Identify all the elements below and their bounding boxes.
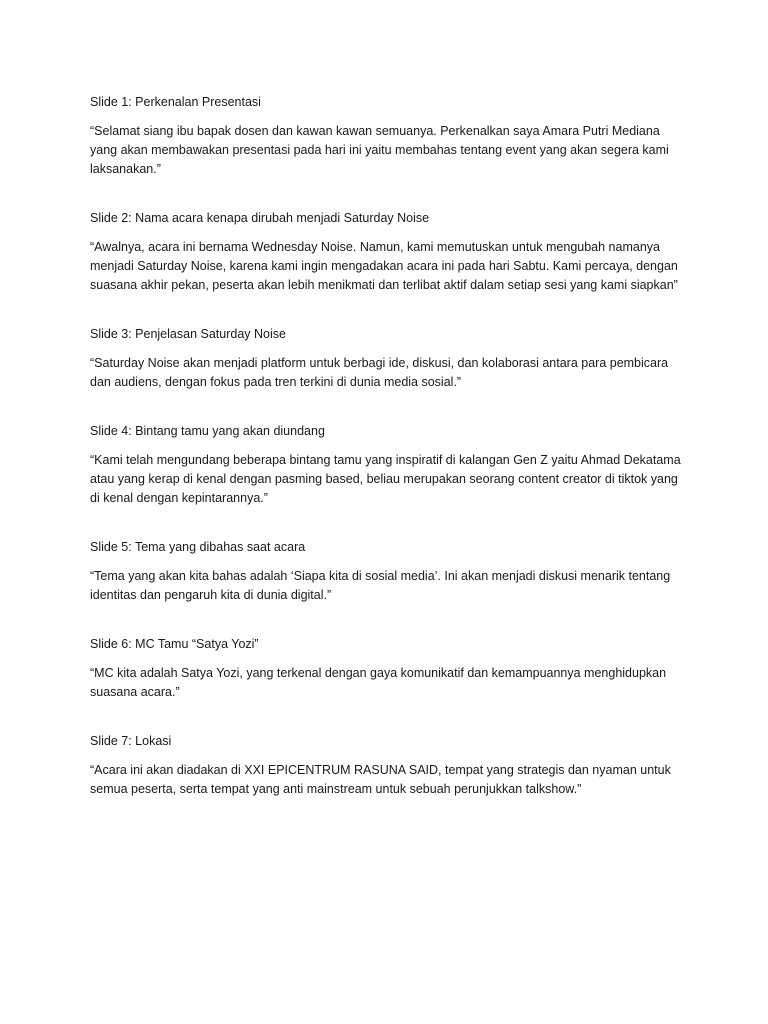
slide-section-5 bbox=[90, 538, 690, 605]
slide-heading: Slide 1: Perkenalan Presentasi bbox=[90, 95, 261, 109]
slide-body: “Acara ini akan diadakan di XXI EPICENTRUM RASUNA SAID, tempat yang strategis dan nyaman untuk semua peserta, serta tempat yang anti mainstream untuk sebuah perunjukkan talkshow.” bbox=[90, 763, 671, 796]
slide-heading: Slide 4: Bintang tamu yang akan diundang bbox=[90, 424, 325, 438]
slide-body: “Kami telah mengundang beberapa bintang tamu yang inspiratif di kalangan Gen Z yaitu Ahmad Dekatama atau yang kerap di kenal dengan pasming based, beliau merupakan seorang content creator di tiktok yang di kenal dengan kepintarannya.” bbox=[90, 453, 681, 505]
slide-heading: Slide 2: Nama acara kenapa dirubah menjadi Saturday Noise bbox=[90, 211, 430, 225]
document-content bbox=[90, 93, 690, 829]
slide-section-7 bbox=[90, 732, 690, 799]
slide-section-6 bbox=[90, 635, 690, 702]
slide-section-3 bbox=[90, 325, 690, 392]
slide-body: “MC kita adalah Satya Yozi, yang terkenal dengan gaya komunikatif dan kemampuannya menghidupkan suasana acara.” bbox=[90, 666, 667, 699]
slide-body: “Saturday Noise akan menjadi platform untuk berbagi ide, diskusi, dan kolaborasi antara para pembicara dan audiens, dengan fokus pada tren terkini di dunia media sosial.” bbox=[90, 356, 669, 389]
slide-heading: Slide 6: MC Tamu “Satya Yozi” bbox=[90, 637, 259, 651]
slide-section-1 bbox=[90, 93, 690, 179]
slide-body: “Awalnya, acara ini bernama Wednesday Noise. Namun, kami memutuskan untuk mengubah namanya menjadi Saturday Noise, karena kami ingin mengadakan acara ini pada hari Sabtu. Kami percaya, dengan suasana akhir pekan, peserta akan lebih menikmati dan terlibat aktif dalam setiap sesi yang kami siapkan” bbox=[90, 240, 678, 292]
slide-heading: Slide 5: Tema yang dibahas saat acara bbox=[90, 540, 306, 554]
slide-body: “Tema yang akan kita bahas adalah ‘Siapa kita di sosial media’. Ini akan menjadi diskusi menarik tentang identitas dan pengaruh kita di dunia digital.” bbox=[90, 569, 671, 602]
slide-section-2 bbox=[90, 209, 690, 295]
slide-heading: Slide 7: Lokasi bbox=[90, 734, 172, 748]
slide-body: “Selamat siang ibu bapak dosen dan kawan kawan semuanya. Perkenalkan saya Amara Putri Mediana yang akan membawakan presentasi pada hari ini yaitu membahas tentang event yang akan segera kami laksanakan.” bbox=[90, 124, 669, 176]
slide-section-4 bbox=[90, 422, 690, 508]
slide-heading: Slide 3: Penjelasan Saturday Noise bbox=[90, 327, 286, 341]
